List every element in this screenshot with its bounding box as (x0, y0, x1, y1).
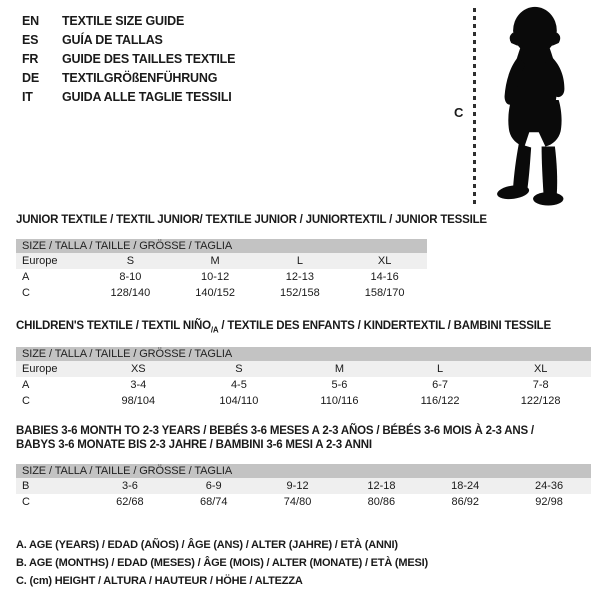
language-code: EN (22, 14, 39, 28)
table-row (16, 253, 427, 269)
cell: 4-5 (230, 379, 247, 392)
children-table-section (16, 320, 591, 409)
size-header-bar: SIZE / TALLA / TAILLE / GRÖSSE / TAGLIA (16, 347, 591, 361)
children-table-title (16, 320, 591, 334)
title-subscript: /A (210, 325, 219, 335)
cell: 128/140 (110, 287, 151, 299)
cell: 158/170 (364, 287, 405, 299)
babies-table-section (16, 424, 591, 510)
row-label: A (22, 271, 30, 283)
baby-silhouette-icon (486, 5, 582, 214)
language-title-list (22, 12, 235, 107)
junior-table (16, 239, 427, 301)
cell: L (437, 363, 444, 376)
cell: 62/68 (116, 496, 144, 508)
cell: 92/98 (535, 496, 563, 508)
table-row (16, 478, 591, 494)
cell: S (126, 255, 135, 267)
language-title: GUIDE DES TAILLES TEXTILE (62, 52, 236, 66)
language-title: GUIDA ALLE TAGLIE TESSILI (62, 90, 232, 104)
children-table (16, 347, 591, 409)
cell: L (296, 255, 303, 267)
cell: M (210, 255, 220, 267)
table-row (16, 494, 591, 510)
title-line-1: BABIES 3-6 MONTH TO 2-3 YEARS / BEBÉS 3-6 MESES A 2-3 AÑOS / BÉBÉS 3-6 MOIS À 2-3 ANS / (16, 425, 534, 437)
language-code: ES (22, 33, 39, 47)
cell: 3-6 (121, 480, 138, 492)
language-row-fr (22, 50, 235, 69)
language-code: DE (22, 71, 39, 85)
cell: 140/152 (195, 287, 235, 299)
cell: 68/74 (199, 496, 228, 508)
cell: 122/128 (520, 395, 561, 408)
title-line-2: BABYS 3-6 MONATE BIS 2-3 JAHRE / BAMBINI 3-6 MESI A 2-3 ANNI (16, 439, 372, 451)
cell: 116/122 (420, 395, 460, 408)
cell: 6-9 (205, 480, 222, 492)
row-label: C (22, 287, 30, 299)
cell: XL (377, 255, 392, 267)
language-row-es (22, 31, 235, 50)
cell: 3-4 (130, 379, 147, 392)
cell: 8-10 (119, 271, 142, 283)
title-text: / TEXTILE DES ENFANTS / KINDERTEXTIL / BAMBINI TESSILE (218, 320, 551, 332)
footnote-b: B. AGE (MONTHS) / EDAD (MESES) / ÂGE (MOIS) / ALTER (MONATE) / ETÀ (MESI) (16, 557, 428, 569)
language-row-en (22, 12, 235, 31)
cell: 98/104 (121, 395, 156, 408)
junior-table-section (16, 214, 487, 301)
row-label: C (22, 395, 30, 408)
cell: M (334, 363, 345, 376)
measure-label-c: C (454, 105, 464, 120)
cell: 5-6 (331, 379, 348, 392)
table-row (16, 377, 591, 393)
row-label: Europe (22, 363, 58, 376)
size-header-bar: SIZE / TALLA / TAILLE / GRÖSSE / TAGLIA (16, 239, 427, 253)
cell: 86/92 (451, 496, 479, 508)
cell: S (235, 363, 243, 376)
cell: 14-16 (370, 271, 399, 283)
height-measure-line (473, 8, 476, 208)
cell: 12-13 (285, 271, 314, 283)
language-title: TEXTILGRÖßENFÜHRUNG (62, 71, 218, 85)
language-code: FR (22, 52, 39, 66)
row-label: B (22, 480, 30, 492)
cell: 104/110 (219, 395, 259, 408)
language-code: IT (22, 90, 33, 104)
cell: 9-12 (286, 480, 309, 492)
table-row (16, 285, 427, 301)
table-row (16, 269, 427, 285)
cell: 10-12 (201, 271, 230, 283)
cell: 152/158 (279, 287, 320, 299)
table-row (16, 393, 591, 409)
language-row-de (22, 69, 235, 88)
babies-table-title (16, 424, 591, 452)
language-row-it (22, 88, 235, 107)
babies-table (16, 464, 591, 510)
cell: XS (130, 363, 146, 376)
language-title: TEXTILE SIZE GUIDE (62, 14, 185, 28)
cell: 12-18 (367, 480, 396, 492)
cell: 24-36 (534, 480, 564, 492)
row-label: A (22, 379, 30, 392)
cell: 7-8 (532, 379, 549, 392)
footnote-c: C. (cm) HEIGHT / ALTURA / HAUTEUR / HÖHE / ALTEZZA (16, 575, 303, 587)
table-row (16, 361, 591, 377)
footnote-list (16, 536, 428, 590)
footnote-a: A. AGE (YEARS) / EDAD (AÑOS) / ÂGE (ANS) / ALTER (JAHRE) / ETÀ (ANNI) (16, 539, 398, 551)
junior-table-title: JUNIOR TEXTILE / TEXTIL JUNIOR/ TEXTILE JUNIOR / JUNIORTEXTIL / JUNIOR TESSILE (16, 214, 487, 226)
cell: 110/116 (320, 395, 359, 408)
title-text: CHILDREN'S TEXTILE / TEXTIL NIÑO (16, 320, 211, 332)
cell: 18-24 (451, 480, 480, 492)
size-header-bar: SIZE / TALLA / TAILLE / GRÖSSE / TAGLIA (16, 464, 591, 478)
cell: 74/80 (283, 496, 312, 508)
row-label: C (22, 496, 30, 508)
language-title: GUÍA DE TALLAS (62, 33, 163, 47)
cell: 6-7 (432, 379, 449, 392)
row-label: Europe (22, 255, 58, 267)
cell: 80/86 (367, 496, 396, 508)
cell: XL (533, 363, 548, 376)
